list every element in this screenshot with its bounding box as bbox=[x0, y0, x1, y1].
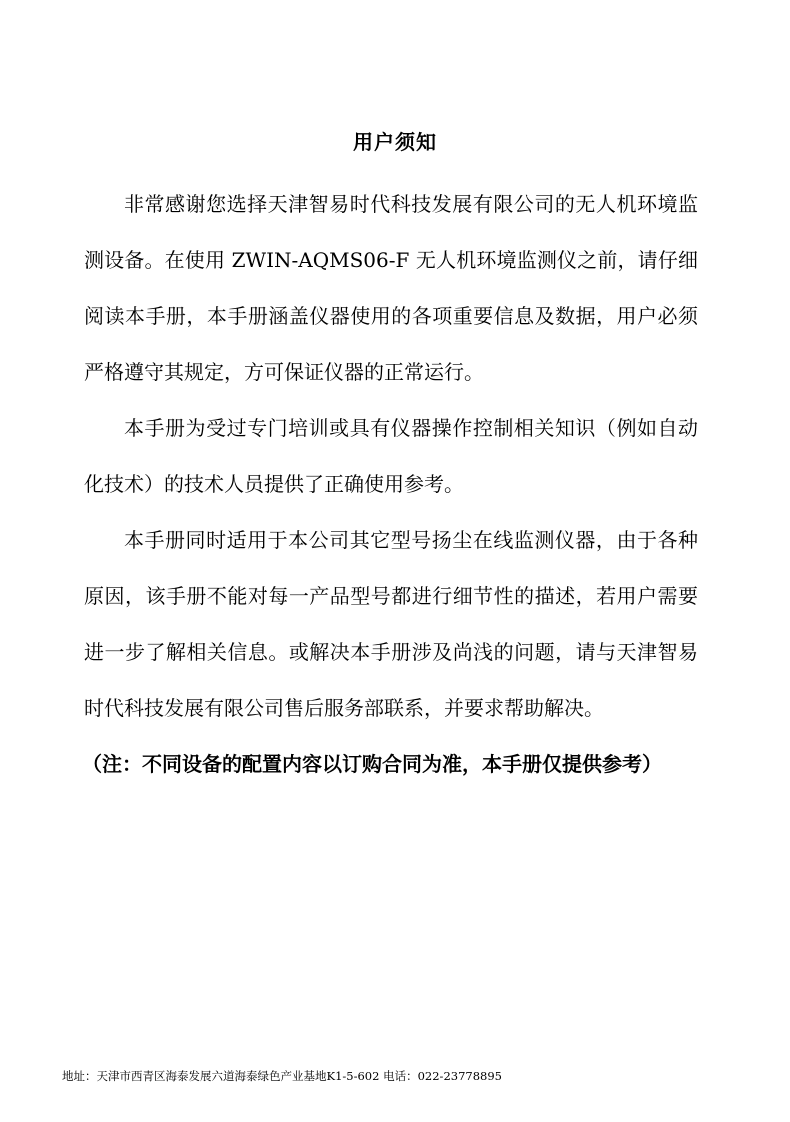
note-text: （注：不同设备的配置内容以订购合同为准，本手册仅提供参考） bbox=[82, 752, 662, 776]
page-title: 用户须知 bbox=[353, 130, 437, 154]
address-text: 天津市西青区海泰发展六道海泰绿色产业基地K1-5-602 bbox=[96, 1069, 380, 1083]
paragraph-scope: 本手册同时适用于本公司其它型号扬尘在线监测仪器，由于各种原因，该手册不能对每一产品型号都进行细节性的描述，若用户需要进一步了解相关信息。或解决本手册涉及尚浅的问题，请与天津智易时代科技发展有限公司售后服务部联系，并要求帮助解决。 bbox=[84, 528, 698, 720]
phone-number: 022-23778895 bbox=[417, 1069, 502, 1083]
phone-label: 电话： bbox=[383, 1069, 418, 1083]
paragraph-audience: 本手册为受过专门培训或具有仪器操作控制相关知识（例如自动化技术）的技术人员提供了正确使用参考。 bbox=[84, 416, 698, 496]
address-label: 地址： bbox=[62, 1069, 97, 1083]
document-body bbox=[84, 176, 698, 792]
paragraph-intro: 非常感谢您选择天津智易时代科技发展有限公司的无人机环境监测设备。在使用 ZWIN-AQMS06-F 无人机环境监测仪之前，请仔细阅读本手册，本手册涵盖仪器使用的各项重要信息及数据，用户必须严格遵守其规定，方可保证仪器的正常运行。 bbox=[84, 192, 698, 384]
page-footer bbox=[62, 1067, 762, 1085]
